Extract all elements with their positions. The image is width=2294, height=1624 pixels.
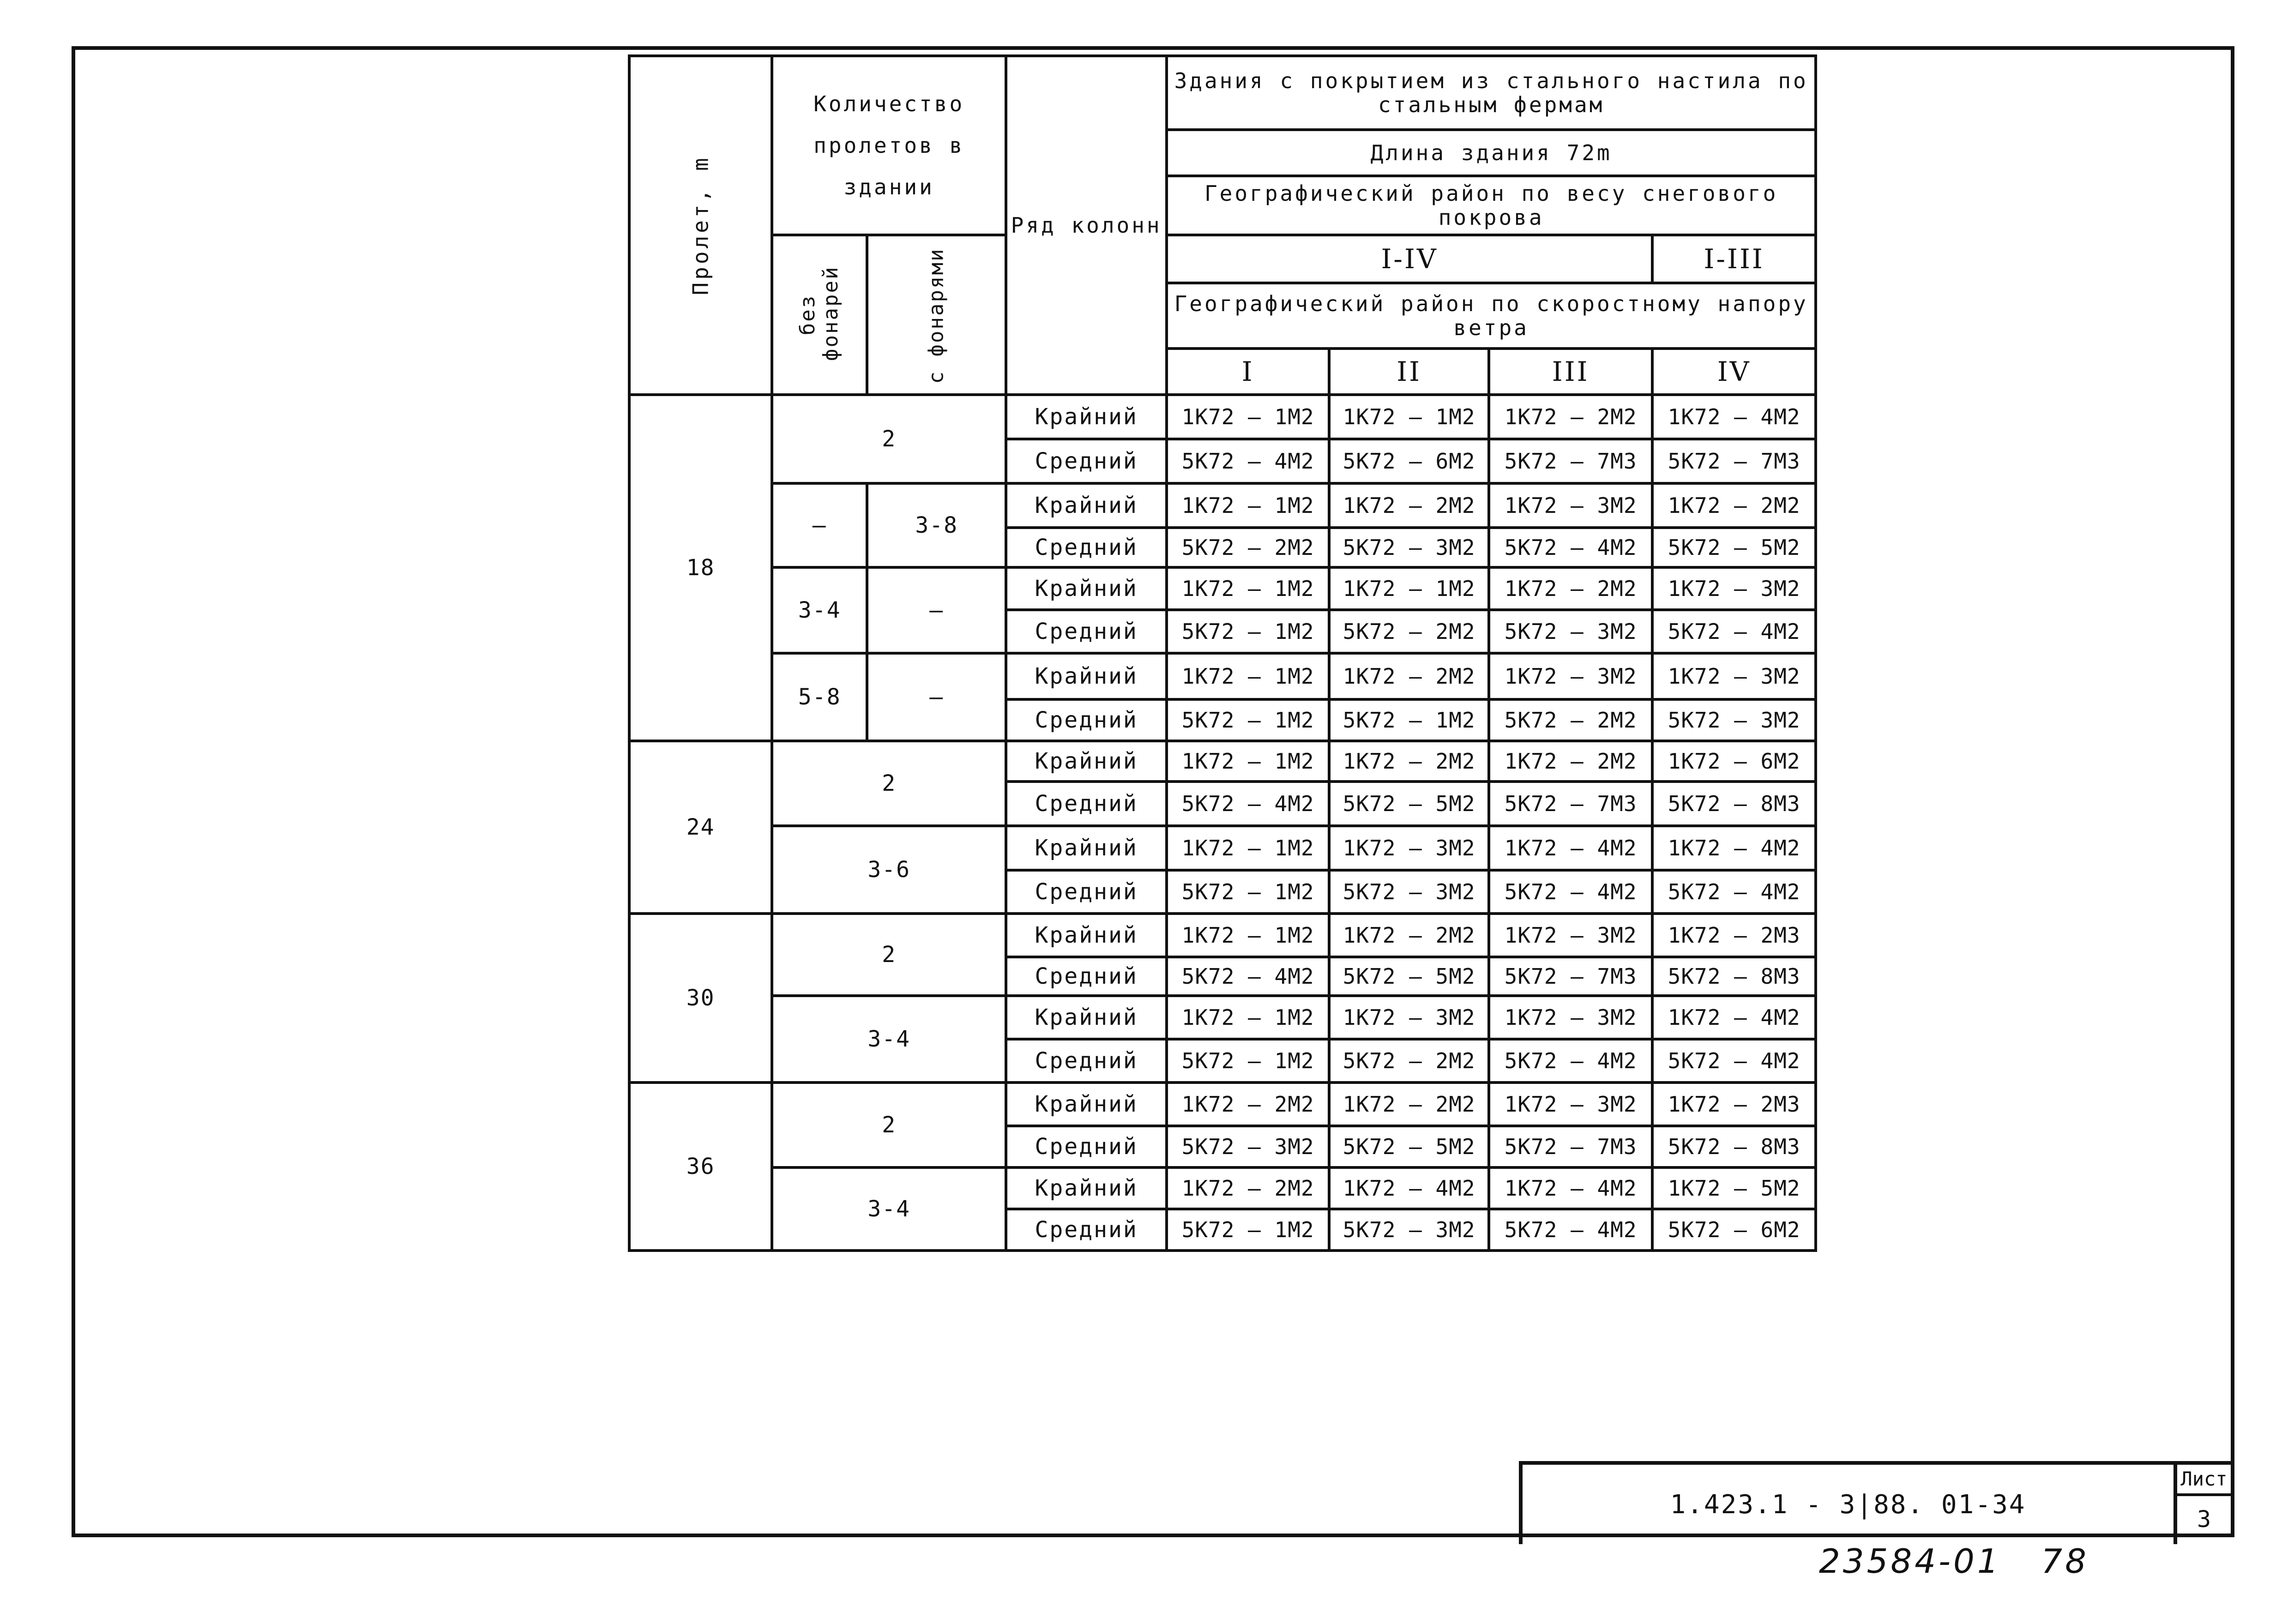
row-kind: Средний bbox=[1006, 782, 1167, 826]
no-lantern-header bbox=[772, 235, 867, 395]
cell: 1K72 — 1M2 bbox=[1167, 914, 1329, 957]
span-count-with-lantern: — bbox=[867, 567, 1006, 653]
document-code: 1.423.1 - 3|88. 01-34 bbox=[1670, 1489, 2026, 1520]
row-kind: Средний bbox=[1006, 528, 1167, 567]
table-row bbox=[629, 914, 1816, 957]
span-value: 30 bbox=[629, 914, 772, 1083]
sheet-label: Лист bbox=[2177, 1465, 2231, 1496]
cell: 1K72 — 4M2 bbox=[1652, 996, 1816, 1039]
cell: 1K72 — 2M2 bbox=[1329, 741, 1489, 782]
span-count-with-lantern: 3-8 bbox=[867, 483, 1006, 567]
cell: 5K72 — 3M2 bbox=[1167, 1126, 1329, 1167]
row-kind: Средний bbox=[1006, 1209, 1167, 1251]
cell: 1K72 — 2M2 bbox=[1329, 483, 1489, 528]
cell: 5K72 — 4M2 bbox=[1652, 870, 1816, 914]
cell: 1K72 — 1M2 bbox=[1167, 826, 1329, 870]
row-kind: Крайний bbox=[1006, 996, 1167, 1039]
cell: 1K72 — 3M2 bbox=[1329, 826, 1489, 870]
cell: 5K72 — 4M2 bbox=[1167, 782, 1329, 826]
wind-region-title: Географический район по скоростному напору ветра bbox=[1167, 283, 1816, 349]
cell: 5K72 — 4M2 bbox=[1489, 528, 1652, 567]
cell: 1K72 — 1M2 bbox=[1167, 996, 1329, 1039]
cell: 1K72 — 2M2 bbox=[1329, 653, 1489, 699]
cell: 5K72 — 3M2 bbox=[1329, 528, 1489, 567]
row-kind: Крайний bbox=[1006, 1083, 1167, 1126]
cell: 5K72 — 8M3 bbox=[1652, 1126, 1816, 1167]
cell: 1K72 — 1M2 bbox=[1167, 653, 1329, 699]
cell: 1K72 — 2M2 bbox=[1489, 741, 1652, 782]
cell: 5K72 — 3M2 bbox=[1329, 870, 1489, 914]
span-count: 2 bbox=[772, 914, 1006, 996]
table-row bbox=[629, 483, 1816, 528]
span-count: 2 bbox=[772, 395, 1006, 483]
cell: 5K72 — 1M2 bbox=[1167, 870, 1329, 914]
table-row bbox=[629, 826, 1816, 870]
cell: 1K72 — 3M2 bbox=[1652, 653, 1816, 699]
cell: 1K72 — 1M2 bbox=[1167, 483, 1329, 528]
cell: 1K72 — 3M2 bbox=[1489, 1083, 1652, 1126]
sheet-box bbox=[2174, 1465, 2231, 1544]
cell: 1K72 — 4M2 bbox=[1489, 826, 1652, 870]
table-row bbox=[629, 567, 1816, 610]
column-marking-table bbox=[628, 54, 1817, 1252]
cell: 1K72 — 1M2 bbox=[1329, 567, 1489, 610]
row-kind: Средний bbox=[1006, 610, 1167, 653]
cell: 1K72 — 5M2 bbox=[1652, 1167, 1816, 1209]
cell: 1K72 — 2M3 bbox=[1652, 914, 1816, 957]
row-kind: Средний bbox=[1006, 957, 1167, 996]
table-row bbox=[629, 395, 1816, 439]
cell: 5K72 — 4M2 bbox=[1652, 610, 1816, 653]
row-kind: Крайний bbox=[1006, 741, 1167, 782]
cell: 1K72 — 3M2 bbox=[1329, 996, 1489, 1039]
cell: 1K72 — 6M2 bbox=[1652, 741, 1816, 782]
cell: 5K72 — 7M3 bbox=[1489, 1126, 1652, 1167]
row-kind: Средний bbox=[1006, 1039, 1167, 1083]
cell: 5K72 — 1M2 bbox=[1167, 610, 1329, 653]
table-row bbox=[629, 1167, 1816, 1209]
cell: 1K72 — 2M2 bbox=[1167, 1167, 1329, 1209]
cell: 1K72 — 3M2 bbox=[1489, 914, 1652, 957]
span-count: 2 bbox=[772, 741, 1006, 826]
span-value: 24 bbox=[629, 741, 772, 914]
cell: 1K72 — 3M2 bbox=[1489, 996, 1652, 1039]
span-count-header: Количество пролетов в здании bbox=[772, 56, 1006, 235]
span-count-with-lantern: — bbox=[867, 653, 1006, 741]
cell: 1K72 — 4M2 bbox=[1652, 395, 1816, 439]
span-count: 3-4 bbox=[772, 996, 1006, 1083]
cell: 5K72 — 1M2 bbox=[1167, 1039, 1329, 1083]
handwritten-note: 23584-01 78 bbox=[1819, 1542, 2089, 1581]
building-title: Здания с покрытием из стального настила по стальным фермам bbox=[1167, 56, 1816, 130]
wind-region-4: IV bbox=[1652, 349, 1816, 395]
cell: 1K72 — 2M2 bbox=[1489, 567, 1652, 610]
table-row bbox=[629, 741, 1816, 782]
cell: 5K72 — 2M2 bbox=[1489, 699, 1652, 741]
no-lantern-label: без фонарей bbox=[796, 265, 843, 361]
cell: 5K72 — 4M2 bbox=[1652, 1039, 1816, 1083]
cell: 5K72 — 2M2 bbox=[1167, 528, 1329, 567]
snow-region-2: I-III bbox=[1652, 235, 1816, 283]
cell: 1K72 — 4M2 bbox=[1489, 1167, 1652, 1209]
cell: 5K72 — 4M2 bbox=[1167, 439, 1329, 483]
span-count: 3-4 bbox=[772, 1167, 1006, 1251]
cell: 1K72 — 3M2 bbox=[1489, 483, 1652, 528]
cell: 5K72 — 7M3 bbox=[1489, 957, 1652, 996]
cell: 1K72 — 1M2 bbox=[1167, 741, 1329, 782]
span-count-no-lantern: 3-4 bbox=[772, 567, 867, 653]
cell: 5K72 — 4M2 bbox=[1489, 870, 1652, 914]
span-count-no-lantern: 5-8 bbox=[772, 653, 867, 741]
wind-region-2: II bbox=[1329, 349, 1489, 395]
cell: 5K72 — 8M3 bbox=[1652, 782, 1816, 826]
cell: 5K72 — 5M2 bbox=[1329, 1126, 1489, 1167]
sheet-number: 3 bbox=[2197, 1506, 2211, 1533]
table-row bbox=[629, 1083, 1816, 1126]
cell: 5K72 — 4M2 bbox=[1489, 1039, 1652, 1083]
row-kind: Средний bbox=[1006, 1126, 1167, 1167]
table-row bbox=[629, 996, 1816, 1039]
cell: 5K72 — 6M2 bbox=[1652, 1209, 1816, 1251]
row-kind: Крайний bbox=[1006, 395, 1167, 439]
cell: 5K72 — 7M3 bbox=[1489, 439, 1652, 483]
wind-region-1: I bbox=[1167, 349, 1329, 395]
cell: 1K72 — 2M2 bbox=[1652, 483, 1816, 528]
snow-region-title: Географический район по весу снегового покрова bbox=[1167, 176, 1816, 235]
row-kind: Крайний bbox=[1006, 826, 1167, 870]
row-kind: Крайний bbox=[1006, 483, 1167, 528]
cell: 5K72 — 3M2 bbox=[1329, 1209, 1489, 1251]
row-kind: Крайний bbox=[1006, 653, 1167, 699]
span-count: 3-6 bbox=[772, 826, 1006, 914]
row-kind: Крайний bbox=[1006, 1167, 1167, 1209]
with-lantern-header bbox=[867, 235, 1006, 395]
span-value: 36 bbox=[629, 1083, 772, 1251]
span-count-no-lantern: — bbox=[772, 483, 867, 567]
cell: 1K72 — 3M2 bbox=[1652, 567, 1816, 610]
wind-region-3: III bbox=[1489, 349, 1652, 395]
cell: 5K72 — 8M3 bbox=[1652, 957, 1816, 996]
cell: 5K72 — 2M2 bbox=[1329, 610, 1489, 653]
cell: 1K72 — 1M2 bbox=[1167, 395, 1329, 439]
cell: 5K72 — 5M2 bbox=[1329, 957, 1489, 996]
span-header bbox=[629, 56, 772, 395]
cell: 5K72 — 1M2 bbox=[1329, 699, 1489, 741]
cell: 1K72 — 2M2 bbox=[1489, 395, 1652, 439]
row-kind: Средний bbox=[1006, 439, 1167, 483]
row-kind: Средний bbox=[1006, 870, 1167, 914]
cell: 1K72 — 1M2 bbox=[1329, 395, 1489, 439]
row-kind: Крайний bbox=[1006, 567, 1167, 610]
cell: 1K72 — 4M2 bbox=[1329, 1167, 1489, 1209]
title-block bbox=[1519, 1461, 2231, 1544]
cell: 5K72 — 1M2 bbox=[1167, 699, 1329, 741]
cell: 1K72 — 2M2 bbox=[1329, 1083, 1489, 1126]
building-length: Длина здания 72m bbox=[1167, 130, 1816, 176]
cell: 5K72 — 4M2 bbox=[1489, 1209, 1652, 1251]
cell: 5K72 — 6M2 bbox=[1329, 439, 1489, 483]
table-row bbox=[629, 653, 1816, 699]
cell: 5K72 — 5M2 bbox=[1652, 528, 1816, 567]
row-kind: Средний bbox=[1006, 699, 1167, 741]
cell: 5K72 — 7M3 bbox=[1652, 439, 1816, 483]
cell: 1K72 — 2M2 bbox=[1167, 1083, 1329, 1126]
snow-region-1: I-IV bbox=[1167, 235, 1652, 283]
cell: 1K72 — 2M3 bbox=[1652, 1083, 1816, 1126]
cell: 1K72 — 4M2 bbox=[1652, 826, 1816, 870]
cell: 5K72 — 2M2 bbox=[1329, 1039, 1489, 1083]
cell: 1K72 — 2M2 bbox=[1329, 914, 1489, 957]
column-row-header: Ряд колонн bbox=[1006, 56, 1167, 395]
cell: 5K72 — 3M2 bbox=[1489, 610, 1652, 653]
cell: 1K72 — 1M2 bbox=[1167, 567, 1329, 610]
cell: 5K72 — 4M2 bbox=[1167, 957, 1329, 996]
row-kind: Крайний bbox=[1006, 914, 1167, 957]
span-value: 18 bbox=[629, 395, 772, 741]
cell: 5K72 — 3M2 bbox=[1652, 699, 1816, 741]
span-count: 2 bbox=[772, 1083, 1006, 1167]
cell: 5K72 — 5M2 bbox=[1329, 782, 1489, 826]
span-header-label: Пролет, m bbox=[688, 155, 713, 295]
cell: 1K72 — 3M2 bbox=[1489, 653, 1652, 699]
cell: 5K72 — 1M2 bbox=[1167, 1209, 1329, 1251]
cell: 5K72 — 7M3 bbox=[1489, 782, 1652, 826]
with-lantern-label: с фонарями bbox=[924, 247, 948, 384]
